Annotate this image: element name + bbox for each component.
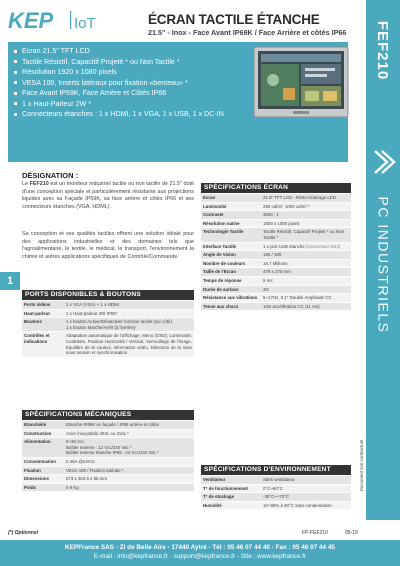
table-row: Temps de réponse 5 ms bbox=[201, 276, 351, 285]
table-row: Etanchéité Etanche IP69K en façade / IP66 arrière et côtés bbox=[22, 421, 194, 429]
page-title: ÉCRAN TACTILE ÉTANCHE bbox=[148, 12, 320, 27]
environment-table bbox=[201, 476, 351, 510]
mechanical-table bbox=[22, 421, 194, 492]
table-row: Tenue aux chocs 10G accélération CC (11 ms) bbox=[201, 302, 351, 311]
logo-kep-text: KEP bbox=[8, 8, 54, 32]
table-row: Résolution native 1920 x 1080 pixels bbox=[201, 219, 351, 228]
table-row: Technologie Tactile Tactile Résistif, Capacitif Projeté * ou Non Tactile * bbox=[201, 228, 351, 242]
ports-table bbox=[22, 301, 194, 358]
screen-table bbox=[201, 194, 351, 311]
feature-item: 1 x Haut-Parleur 2W * bbox=[14, 99, 234, 110]
ports-section-heading: PORTS DISPONIBLES & BOUTONS bbox=[22, 290, 194, 300]
table-row: Angle de Vision 180 / 180 bbox=[201, 251, 351, 260]
table-row: Contrôles et indications Adaptation automatique de l'affichage, Menu (OSD), Luminosité, Contraste, Position Horizontal / Vertical, Verrouillage de l'image. Equilibre de la couleur, information vidéo, Détection de la mise sous tension et synchronisation bbox=[22, 332, 194, 357]
table-row: T° de fonctionnement 0°C~60°C bbox=[201, 484, 351, 493]
table-row: T° de stockage -30°C~+70°C bbox=[201, 493, 351, 502]
kep-iot-logo bbox=[8, 8, 100, 32]
table-row: Ventilateur Sans ventilateur bbox=[201, 476, 351, 484]
sidebar-product-code: FEF210 bbox=[374, 20, 392, 80]
contract-note: Document non contractuel bbox=[359, 439, 365, 491]
mechanical-section-heading: SPÉCIFICATIONS MÉCANIQUES bbox=[22, 410, 194, 420]
feature-item: VESA 100, Inserts latéraux pour fixation «berceau» * bbox=[14, 78, 234, 89]
optional-footnote: (*) Optionnel bbox=[8, 530, 38, 536]
document-date: 05-19 bbox=[345, 530, 358, 536]
section-tab-number: 1 bbox=[0, 272, 20, 290]
table-row: Ports vidéos 1 x VGA (VGA) + 1 x HDMI bbox=[22, 301, 194, 309]
table-row: Boutons 1 x bouton Activer/Désactiver fonction tactile (sur côté) 1 x bouton Marche/Arrêt (à l'arrière) bbox=[22, 318, 194, 332]
logo-iot-text: IoT bbox=[74, 15, 96, 32]
feature-list bbox=[14, 46, 234, 120]
table-row: Consommation 0.45A @24Vcc bbox=[22, 457, 194, 466]
footer-band bbox=[0, 540, 400, 566]
chevron-right-icon bbox=[369, 148, 397, 176]
table-row: Durée de surface 4G bbox=[201, 285, 351, 294]
description-paragraph-2: Sa conception et ses qualités tactiles offrent une solution idéale pour des applications industrielles et des domaines tels que l'agroalimentaire, le textile, le médical, le transport, l'environnement la chimie et autres applications spécifiques de Contrôle/Commande. bbox=[22, 231, 194, 260]
screen-section-heading: SPÉCIFICATIONS ÉCRAN bbox=[201, 183, 351, 193]
feature-item: Tactile Résistif, Capacitif Projeté * ou Non Tactile * bbox=[14, 57, 234, 68]
environment-section-heading: SPÉCIFICATIONS D'ENVIRONNEMENT bbox=[201, 465, 351, 475]
table-row: Dimensions 573 x 362.5 x 55 mm bbox=[22, 475, 194, 484]
footer-contacts: E-mail : info@kepfrance.fr - support@kepfrance.fr - Site : www.kepfrance.fr bbox=[93, 553, 307, 560]
table-row: Contraste 3000 : 1 bbox=[201, 211, 351, 220]
table-row: Taille de l'Ecran 479 x 270 mm bbox=[201, 268, 351, 277]
description-paragraph-1: Le FEF210 est un moniteur industriel tactile ou non tactile de 21.5" doté d'une conception spéciale et particulièrement résistante aux projections liquides avec sa Façade IP69K, sa face arrière et côtés IP66 et ses connecteurs étanches (VGA, HDML). bbox=[22, 181, 194, 210]
feature-item: Face Avant IP69K, Face Arrière et Côtés IP66 bbox=[14, 88, 234, 99]
table-row: Luminosité 250 cd/m², 1000 cd/m² * bbox=[201, 202, 351, 211]
feature-item: Connecteurs étanches : 1 x HDMI, 1 x VGA, 1 x USB, 1 x DC-IN bbox=[14, 109, 234, 120]
table-row: Interface Tactile 1 x port USB étanche (connecteur M12) bbox=[201, 242, 351, 251]
sidebar-category: PC INDUSTRIELS bbox=[375, 196, 392, 334]
table-row: Alimentation 9~36 Vcc Boîtier externe : 12 Vcc/240 Vac * Boîtier externe étanche IP65 : 24 Vcc/240 Vac * bbox=[22, 438, 194, 458]
table-row: Construction Acier inoxydable 304L ou 316L * bbox=[22, 429, 194, 438]
table-row: Résistance aux vibrations 5~17Hz, 0.1" Double Amplitude CC bbox=[201, 294, 351, 303]
feature-item: Résolution 1920 x 1080 pixels bbox=[14, 67, 234, 78]
feature-item: Ecran 21.5" TFT LCD bbox=[14, 46, 234, 57]
page-subtitle: 21.5" - Inox - Face Avant IP69K / Face Arrière et côtés IP66 bbox=[148, 28, 347, 37]
table-row: Ecran 21.5" TFT LCD - Rétro-éclairage LED bbox=[201, 194, 351, 202]
table-row: Nombre de couleurs 16.7 Millions bbox=[201, 259, 351, 268]
footer-company-address: KEPFrance SAS - ZI de Belle Aire - 17440 Aytré - Tél : 05 46 07 44 40 - Fax : 05 46 07 44 45 bbox=[65, 544, 335, 551]
table-row: Humidité 10~90% à 40°C sans condensation bbox=[201, 501, 351, 510]
product-monitor-image bbox=[253, 46, 349, 118]
table-row: Fixation VESA 100 / Fixation latérale * bbox=[22, 466, 194, 475]
description-model: FEF210 bbox=[29, 181, 49, 187]
document-reference: FP-FEF210 bbox=[302, 530, 328, 536]
table-row: Haut-parleur 1 x Haut-parleur 2W IP65* bbox=[22, 309, 194, 318]
description-heading: DÉSIGNATION : bbox=[22, 171, 79, 180]
table-row: Poids 9.9 Kg bbox=[22, 483, 194, 492]
